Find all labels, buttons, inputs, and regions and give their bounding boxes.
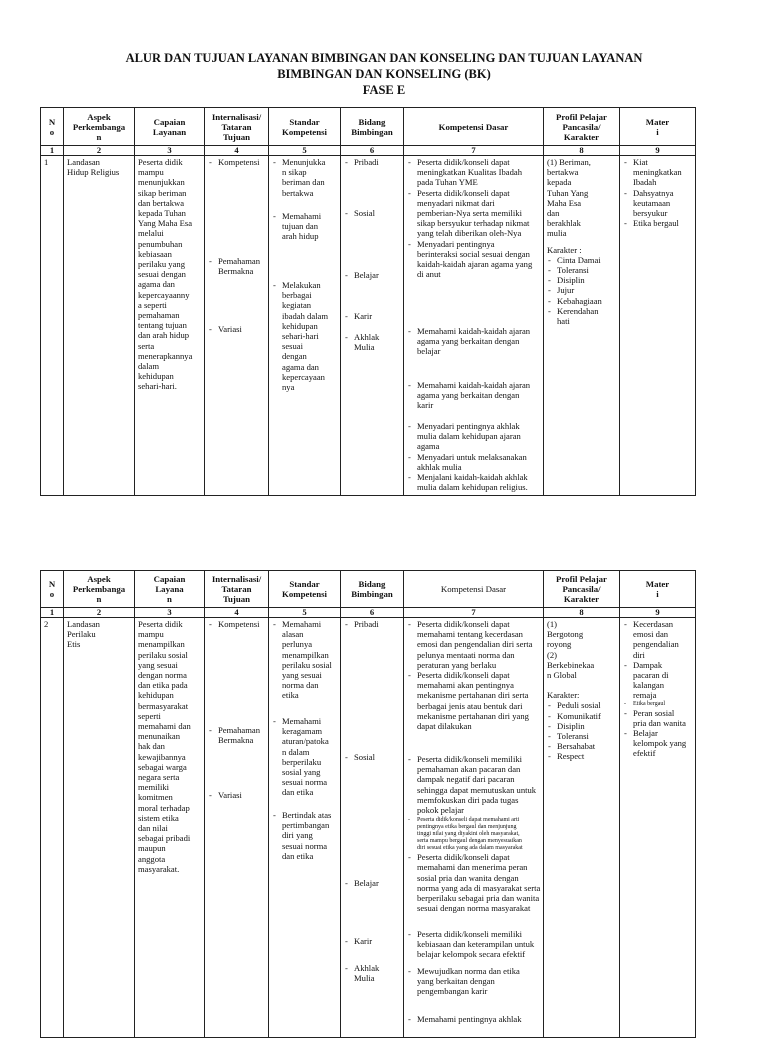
kd-item: - Menyadari pentingnya akhlak mulia dalam kehidupan ajaran agama [407,421,541,452]
materi-item: - Kecerdasan emosi dan pengendalian diri [623,619,692,660]
table-row [41,618,696,1038]
col-num: 9 [620,608,696,618]
karakter-item: - Disiplin [547,275,616,285]
header-internalisasi: Internalisasi/ Tataran Tujuan [205,108,269,146]
standar-item: - Melakukan berbagai kegiatan ibadah dalam kehidupan sehari-hari sesuai dengan agama dan kepercayaan nya [272,280,338,392]
kd-item-small: - Peserta didik/konseli dapat memahami arti pentingnya etika bergaul dan menjunjung tinggi nilai yang diyakini oleh masyarakat, serta mampu bergaul dengan menyesuaikan diri sesuai etika yang ada dalam masyarakat [407,817,541,852]
table-row [41,156,696,496]
header-profil: Profil Pelajar Pancasila/ Karakter [544,571,620,608]
karakter-item: - Toleransi [547,731,616,741]
col-num: 7 [404,608,544,618]
row2-no: 2 [41,618,64,1038]
row2-standar [269,618,341,1038]
bidang-item: - Akhlak Mulia [344,332,401,352]
col-num: 4 [205,146,269,156]
standar-item: - Bertindak atas pertimbangan diri yang sesuai norma dan etika [272,810,338,861]
col-num: 4 [205,608,269,618]
internal-item: - Pemahaman Bermakna [208,725,266,745]
karakter-item: - Toleransi [547,265,616,275]
doc-title-line2: BIMBINGAN DAN KONSELING (BK) [277,67,491,81]
header-no: N o [41,571,64,608]
table-fase-e-1 [40,107,696,496]
kd-item: - Peserta didik/konseli memiliki pemahaman akan pacaran dan dampak negatif dari pacaran sehingga dapat memutuskan untuk memfokuskan diri pada tugas pokok pelajar [407,754,541,815]
kd-item: - Peserta didik/konseli dapat meningkatkan Kualitas Ibadah pada Tuhan YME [407,157,541,188]
kd-item: - Peserta didik/konseli dapat memahami tentang kecerdasan emosi dan pengendalian diri serta pelunya mentaati norma dan peraturan yang berlaku [407,619,541,670]
karakter-item: - Jujur [547,285,616,295]
internal-item: - Variasi [208,324,266,334]
kd-item: - Menyadari pentingnya berinteraksi social sesuai dengan kaidah-kaidah ajaran agama yang di anut [407,239,541,280]
bidang-item: - Sosial [344,208,401,218]
standar-item: - Memahami alasan perlunya menampilkan perilaku sosial yang sesuai norma dan etika [272,619,338,701]
row1-capaian: Peserta didik mampu menunjukkan sikap beriman dan bertakwa kepada Tuhan Yang Maha Esa melalui penumbuhan kebiasaan perilaku yang sesuai dengan agama dan kepercayaanny a seperti pemahaman tentang tujuan dan arah hidup serta menerapkannya dalam kehidupan sehari-hari. [135,156,205,496]
kd-item: - Mewujudkan norma dan etika yang berkaitan dengan pengembangan karir [407,966,541,997]
col-num: 7 [404,146,544,156]
materi-item-small: - Etika bergaul [623,701,692,708]
kd-item: - Memahami pentingnya akhlak [407,1014,541,1024]
header-kompetensi: Kompetensi Dasar [404,571,544,608]
bidang-item: - Belajar [344,878,401,888]
karakter-item: - Kebahagiaan [547,296,616,306]
col-num: 2 [64,608,135,618]
row2-capaian: Peserta didik mampu menampilkan perilaku sosial yang sesuai dengan norma dan etika pada kehidupan bermasyarakat seperti memahami dan menunaikan hak dan kewajibannya sebagai warga negara serta memiliki komitmen moral terhadap sistem etika dan nilai sebagai pribadi maupun anggota masyarakat. [135,618,205,1038]
karakter-item: - Komunikatif [547,711,616,721]
standar-item: - Memahami keragamam aturan/patoka n dalam berperilaku sosial yang sesuai norma dan etika [272,716,338,798]
row2-materi [620,618,696,1038]
doc-title-line3: FASE E [362,83,406,97]
col-num: 8 [544,146,620,156]
standar-item: - Memahami tujuan dan arah hidup [272,211,338,242]
bidang-item: - Pribadi [344,619,401,629]
col-num: 8 [544,608,620,618]
internal-item: - Kompetensi [208,619,266,629]
col-num: 1 [41,146,64,156]
kd-item: - Peserta didik/konseli dapat memahami dan menerima peran sosial pria dan wanita dengan norma yang ada di masyarakat serta berperilaku sebagai pria dan wanita sesuai dengan norma masyarakat [407,852,541,913]
header-internalisasi: Internalisasi/ Tataran Tujuan [205,571,269,608]
col-num: 6 [341,608,404,618]
karakter-item: - Respect [547,751,616,761]
column-number-row [41,146,696,156]
kd-item: - Memahami kaidah-kaidah ajaran agama yang berkaitan dengan belajar [407,326,541,357]
kd-item: - Peserta didik/konseli memiliki kebiasaan dan keterampilan untuk belajar kelompok secara efektif [407,929,541,960]
row1-aspek: Landasan Hidup Religius [64,156,135,496]
karakter-item: - Kerendahan hati [547,306,616,326]
kd-item: - Menjalani kaidah-kaidah akhlak mulia dalam kehidupan religius. [407,472,541,492]
table-header-row [41,108,696,146]
header-aspek: Aspek Perkembanga n [64,571,135,608]
row1-materi [620,156,696,496]
standar-item: - Menunjukka n sikap beriman dan bertakwa [272,157,338,198]
header-standar: Standar Kompetensi [269,571,341,608]
internal-item: - Variasi [208,790,266,800]
bidang-item: - Karir [344,311,401,321]
col-num: 3 [135,146,205,156]
karakter-item: - Peduli sosial [547,700,616,710]
materi-item: - Kiat meningkatkan Ibadah [623,157,692,188]
header-bidang: Bidang Bimbingan [341,571,404,608]
row1-profil [544,156,620,496]
bidang-item: - Karir [344,936,401,946]
header-capaian: Capaian Layana n [135,571,205,608]
row1-bidang [341,156,404,496]
materi-item: - Dahsyatnya keutamaan bersyukur [623,188,692,219]
header-materi: Mater i [620,571,696,608]
row1-internalisasi [205,156,269,496]
doc-title-line1: ALUR DAN TUJUAN LAYANAN BIMBINGAN DAN KONSELING DAN TUJUAN LAYANAN [125,51,643,65]
col-num: 5 [269,608,341,618]
row1-no: 1 [41,156,64,496]
row2-kompetensi-dasar [404,618,544,1038]
materi-item: - Dampak pacaran di kalangan remaja [623,660,692,701]
header-no: N o [41,108,64,146]
row2-profil [544,618,620,1038]
row2-aspek: Landasan Perilaku Etis [64,618,135,1038]
header-standar: Standar Kompetensi [269,108,341,146]
col-num: 2 [64,146,135,156]
col-num: 5 [269,146,341,156]
kd-item: - Peserta didik/konseli dapat memahami akan pentingnya mekanisme pertahanan diri serta berbagai jenis atau bentuk dari mekanisme pertahanan diri yang dapat dilakukan [407,670,541,731]
header-kompetensi: Kompetensi Dasar [404,108,544,146]
col-num: 1 [41,608,64,618]
row2-internalisasi [205,618,269,1038]
row2-bidang [341,618,404,1038]
bidang-item: - Pribadi [344,157,401,167]
col-num: 6 [341,146,404,156]
kd-item: - Memahami kaidah-kaidah ajaran agama yang berkaitan dengan karir [407,380,541,411]
karakter-item: - Disiplin [547,721,616,731]
profil-karakter-label: Karakter: [547,690,580,701]
header-capaian: Capaian Layanan [135,108,205,146]
internal-item: - Kompetensi [208,157,266,167]
row1-standar [269,156,341,496]
table-header-row [41,571,696,608]
column-number-row [41,608,696,618]
materi-item: - Peran sosial pria dan wanita [623,708,692,728]
col-num: 3 [135,608,205,618]
header-bidang: Bidang Bimbingan [341,108,404,146]
header-profil: Profil Pelajar Pancasila/ Karakter [544,108,620,146]
karakter-item: - Cinta Damai [547,255,616,265]
profil-head: (1) Beriman, bertakwa kepada Tuhan Yang Maha Esa dan berakhlak mulia [547,157,591,239]
header-materi: Mater i [620,108,696,146]
profil-karakter-label: Karakter : [547,244,582,255]
bidang-item: - Akhlak Mulia [344,963,401,983]
header-aspek: Aspek Perkembanga n [64,108,135,146]
kd-item: - Menyadari untuk melaksanakan akhlak mulia [407,452,541,472]
bidang-item: - Sosial [344,752,401,762]
karakter-item: - Bersahabat [547,741,616,751]
profil-head: (1) Bergotong royong (2) Berkebinekaa n Global [547,619,595,681]
materi-item: - Belajar kelompok yang efektif [623,728,692,759]
table-fase-e-2 [40,570,696,1038]
col-num: 9 [620,146,696,156]
materi-item: - Etika bergaul [623,218,692,228]
bidang-item: - Belajar [344,270,401,280]
row1-kompetensi-dasar [404,156,544,496]
kd-item: - Peserta didik/konseli dapat menyadari nikmat dari pemberian-Nya serta memiliki sikap bersyukur terhadap nikmat yang telah diberikan oleh-Nya [407,188,541,239]
internal-item: - Pemahaman Bermakna [208,256,266,276]
